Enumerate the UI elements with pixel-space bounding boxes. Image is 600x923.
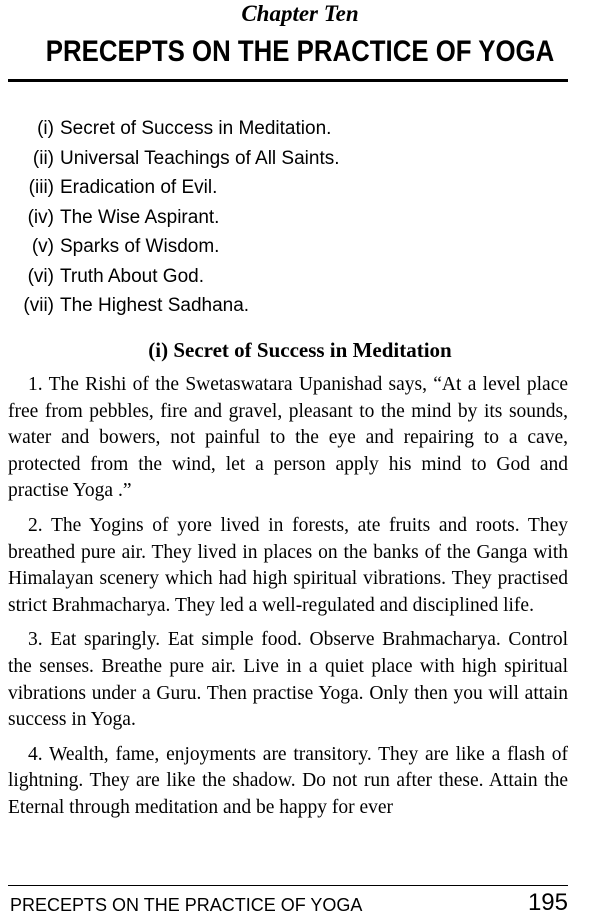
list-item-number: (i) (37, 118, 54, 139)
list-item (0, 173, 600, 203)
list-item-number: (vii) (23, 295, 54, 316)
list-item-number: (vi) (27, 265, 54, 287)
footer-divider (8, 885, 568, 886)
list-item-text: The Highest Sadhana. (60, 295, 250, 316)
list-item (0, 203, 600, 233)
body-text (8, 372, 568, 830)
list-item-text: Secret of Success in Meditation. (60, 118, 332, 139)
list-item-text: Eradication of Evil. (60, 177, 218, 198)
list-item-number: (iv) (27, 206, 54, 228)
list-item-number: (iii) (28, 177, 54, 198)
section-heading: (i) Secret of Success in Meditation (148, 338, 452, 362)
list-item-text: Universal Teachings of All Saints. (60, 147, 340, 169)
list-item-text: Sparks of Wisdom. (60, 236, 220, 257)
paragraph: 2. The Yogins of yore lived in forests, ate fruits and roots. They breathed pure air. They lived in places on the banks of the Ganga with Himalayan scenery which had high spiritual vibrations. They practised strict Brahmacharya. They led a well-regulated and disciplined life. (8, 514, 568, 616)
list-item-text: The Wise Aspirant. (60, 206, 220, 228)
list-item (0, 262, 600, 292)
list-item (0, 232, 600, 262)
list-item (0, 291, 600, 321)
list-item-number: (ii) (32, 147, 54, 169)
paragraph: 1. The Rishi of the Swetaswatara Upanishad says, “At a level place free from pebbles, fire and gravel, pleasant to the mind by its sounds, water and bowers, not painful to the eye and repairing to a cave, protected from the wind, let a person apply his mind to God and practise Yoga .” (8, 374, 568, 502)
chapter-label: Chapter Ten (241, 1, 359, 26)
title-divider (8, 79, 568, 82)
page-number: 195 (527, 889, 568, 916)
list-item-text: Truth About God. (60, 265, 204, 287)
section-contents-list (0, 114, 600, 321)
chapter-title: PRECEPTS ON THE PRACTICE OF YOGA (45, 35, 555, 68)
list-item (0, 144, 600, 174)
list-item (0, 114, 600, 144)
running-footer-title: PRECEPTS ON THE PRACTICE OF YOGA (10, 895, 363, 915)
paragraph: 4. Wealth, fame, enjoyments are transitory. They are like a flash of lightning. They are like the shadow. Do not run after these. Attain the Eternal through meditation and be happy for ever (8, 743, 568, 818)
paragraph: 3. Eat sparingly. Eat simple food. Observe Brahmacharya. Control the senses. Breathe pure air. Live in a quiet place with high spiritual vibrations under a Guru. Then practise Yoga. Only then you will attain success in Yoga. (8, 629, 568, 731)
list-item-number: (v) (31, 236, 54, 257)
